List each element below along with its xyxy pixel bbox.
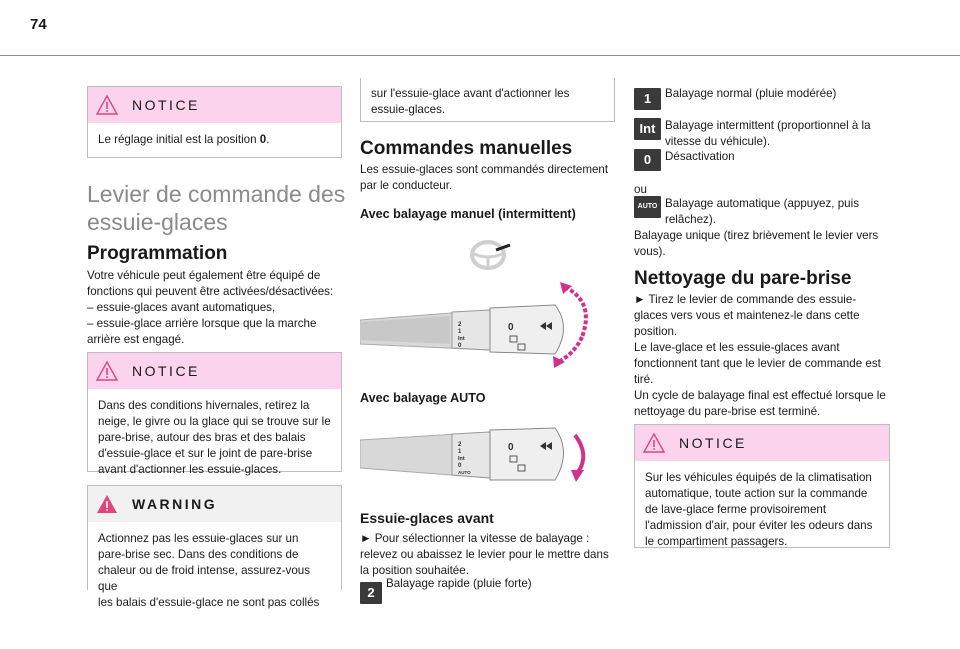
key-row-auto: [634, 196, 859, 228]
page-number: 74: [30, 16, 47, 33]
heading-programmation: Programmation: [87, 243, 228, 264]
text-line: de lave-glace ferme provisoirement: [645, 503, 827, 516]
key-badge-auto: AUTO: [634, 196, 661, 218]
key-row-off: [634, 149, 735, 171]
lever-mark-2: 2: [458, 322, 462, 328]
lever-mark-auto: AUTO: [458, 470, 471, 475]
warning-triangle-icon: [96, 361, 118, 381]
key-badge-int: Int: [634, 118, 661, 140]
or-text: ou: [634, 183, 647, 196]
text-line: avant d'actionner les essuie-glaces.: [98, 463, 282, 476]
key-desc: Balayage rapide (pluie forte): [386, 577, 532, 590]
text-line: relâchez).: [665, 213, 716, 226]
text-line: Un cycle de balayage final est effectué lorsque le: [634, 389, 886, 402]
text-line: Les essuie-glaces sont commandés directement: [360, 163, 609, 176]
wash-text: [634, 292, 894, 420]
notice-text-end: .: [266, 133, 270, 146]
text-line: fonctionnent tant que le levier de commande est: [634, 357, 881, 370]
key-badge-0: 0: [634, 149, 661, 171]
text-line: chaleur ou de froid intense, assurez-vous que: [98, 564, 311, 593]
text-line: fonctions qui peuvent être activées/désactivées:: [87, 285, 334, 298]
notice-box-initial: [87, 86, 342, 158]
text-line: tiré.: [634, 373, 654, 386]
key-row-fast: [360, 576, 532, 604]
steering-wheel-icon: [468, 240, 512, 272]
text-line: arrière est engagé.: [87, 333, 185, 346]
notice-header: [88, 353, 341, 389]
lever-mark-1: 1: [458, 449, 462, 455]
notice-box-climate: [634, 424, 890, 548]
notice-text-part: Le réglage initial est la position: [98, 133, 260, 146]
key-row-normal: [634, 86, 836, 110]
warning-triangle-icon: [96, 95, 118, 115]
key-row-intermittent: [634, 118, 871, 150]
lever-mark-int: Int: [458, 336, 465, 342]
text-line: Balayage automatique (appuyez, puis: [665, 197, 860, 210]
text-line: vitesse du véhicule).: [665, 135, 771, 148]
text-line: ► Pour sélectionner la vitesse de balayage :: [360, 532, 590, 545]
text-line: la position souhaitée.: [360, 564, 469, 577]
warning-text: [88, 522, 341, 620]
notice-header: [635, 425, 889, 461]
lever-rear-zero: 0: [508, 442, 514, 453]
text-line: automatique, toute action sur la commande: [645, 487, 868, 500]
text-line: l'admission d'air, pour éviter les odeurs dans: [645, 519, 873, 532]
text-line: par le conducteur.: [360, 179, 453, 192]
text-line: neige, le givre ou la glace qui se trouve sur le: [98, 415, 331, 428]
key-badge-2: 2: [360, 582, 382, 604]
heading-front-wipers: Essuie-glaces avant: [360, 510, 494, 526]
warning-continued-box: [360, 78, 615, 122]
text-line: vous).: [634, 245, 666, 258]
key-desc: Balayage normal (pluie modérée): [665, 87, 837, 100]
text-line: Balayage unique (tirez brièvement le levier vers: [634, 229, 879, 242]
notice-label: NOTICE: [679, 435, 747, 451]
text-line: Votre véhicule peut également être équipé de: [87, 269, 321, 282]
text-line: glaces vers vous et maintenez-le dans cette: [634, 309, 860, 322]
notice-text: [88, 389, 341, 487]
warning-header: [88, 486, 341, 522]
notice-text: [88, 123, 341, 157]
notice-header: [88, 87, 341, 123]
warning-continued-text: [361, 78, 614, 127]
lever-mark-int: Int: [458, 456, 465, 462]
lever-mark-0: 0: [458, 343, 462, 349]
section-title-line: essuie-glaces: [87, 209, 228, 235]
text-line: ► Tirez le levier de commande des essuie-: [634, 293, 857, 306]
manual-intro: [360, 162, 620, 194]
lever-mark-0: 0: [458, 463, 462, 469]
text-line: position.: [634, 325, 678, 338]
warning-triangle-icon: [96, 494, 118, 514]
heading-commandes-manuelles: Commandes manuelles: [360, 138, 573, 159]
text-line: pare-brise sec. Dans des conditions de: [98, 548, 299, 561]
text-line: nettoyage du pare-brise est terminé.: [634, 405, 821, 418]
programming-text: [87, 268, 347, 348]
top-divider: [0, 55, 960, 56]
warning-triangle-icon: [643, 433, 665, 453]
text-line: Le lave-glace et les essuie-glaces avant: [634, 341, 840, 354]
front-wipers-text: [360, 531, 620, 579]
text-line: sur l'essuie-glace avant d'actionner les: [371, 87, 570, 100]
wiper-lever-illustration-manual: [360, 282, 600, 376]
lever-rear-zero: 0: [508, 322, 514, 333]
key-desc: Désactivation: [665, 150, 735, 163]
text-line: le compartiment passagers.: [645, 535, 788, 548]
single-sweep-text: [634, 228, 894, 260]
text-line: les balais d'essuie-glace ne sont pas collés: [98, 596, 320, 609]
text-line: d'essuie-glace et sur le joint de pare-brise: [98, 447, 313, 460]
notice-label: NOTICE: [132, 97, 200, 113]
text-line: pare-brise, autour des bras et des balais: [98, 431, 306, 444]
text-line: Actionnez pas les essuie-glaces sur un: [98, 532, 299, 545]
lever-mark-2: 2: [458, 442, 462, 448]
text-line: – essuie-glaces avant automatiques,: [87, 301, 276, 314]
text-line: relevez ou abaissez le levier pour le mettre dans: [360, 548, 609, 561]
notice-text-bold: 0: [259, 133, 267, 146]
wiper-lever-illustration-auto: [360, 420, 600, 500]
heading-auto-sweep: Avec balayage AUTO: [360, 391, 486, 405]
text-line: essuie-glaces.: [371, 103, 446, 116]
heading-manual-sweep: Avec balayage manuel (intermittent): [360, 207, 576, 221]
key-desc: [665, 196, 859, 228]
text-line: Balayage intermittent (proportionnel à la: [665, 119, 871, 132]
text-line: – essuie-glace arrière lorsque que la marche: [87, 317, 317, 330]
warning-box: [87, 485, 342, 609]
heading-windscreen-wash: Nettoyage du pare-brise: [634, 268, 852, 289]
notice-text: [635, 461, 889, 559]
section-title: [87, 180, 347, 236]
notice-label: NOTICE: [132, 363, 200, 379]
key-desc: [665, 118, 871, 150]
warning-label: WARNING: [132, 496, 218, 512]
lever-mark-1: 1: [458, 329, 462, 335]
text-line: Dans des conditions hivernales, retirez la: [98, 399, 310, 412]
key-badge-1: 1: [634, 88, 661, 110]
text-line: Sur les véhicules équipés de la climatisation: [645, 471, 872, 484]
notice-box-winter: [87, 352, 342, 476]
section-title-line: Levier de commande des: [87, 181, 346, 207]
